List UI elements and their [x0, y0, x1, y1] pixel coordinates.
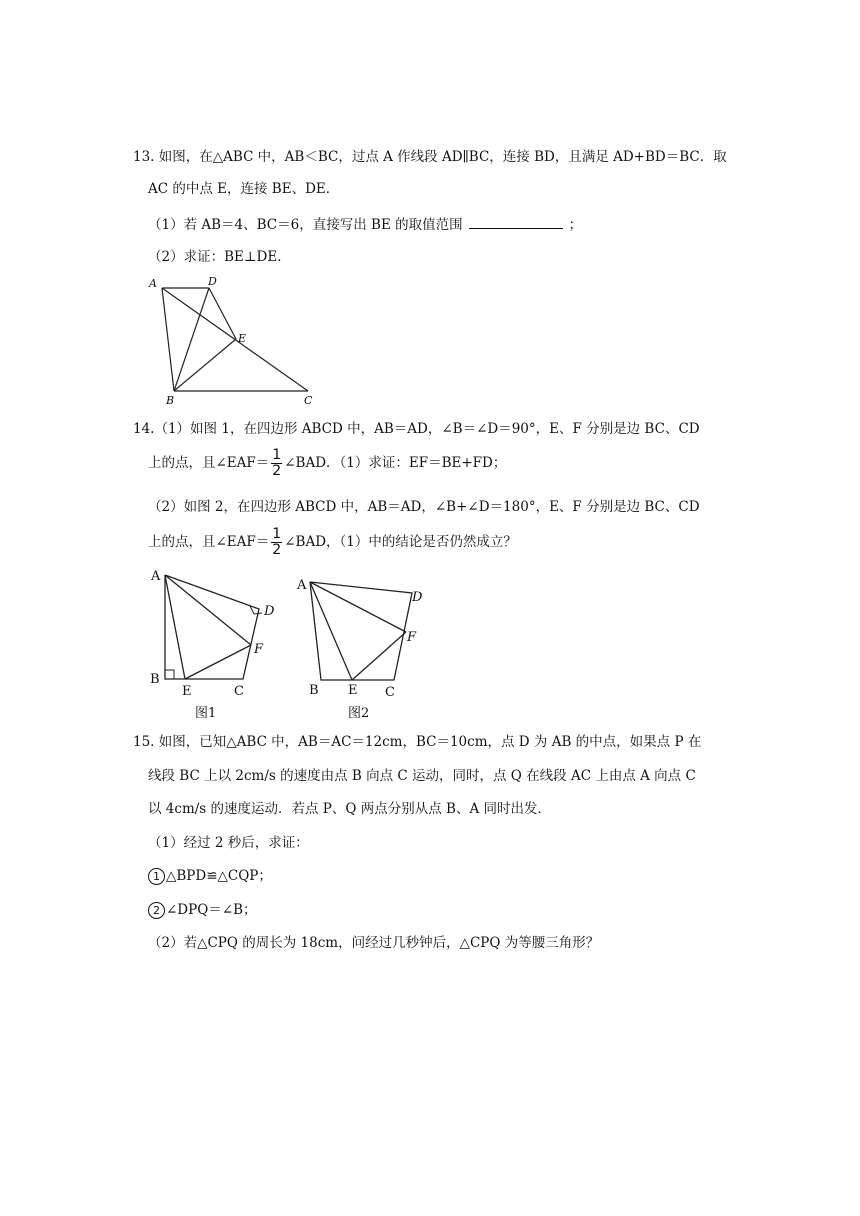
- q14-figure-2: [290, 570, 440, 725]
- q13-line-2: AC 的中点 E，连接 BE、DE．: [148, 181, 340, 197]
- fig1-label-b: B: [150, 672, 160, 687]
- q14-line-2: [148, 448, 506, 479]
- q13-part1-text: （1）若 AB＝4、BC＝6，直接写出 BE 的取值范围: [148, 217, 463, 233]
- circled-number-2: 2: [148, 902, 165, 919]
- q14-line-4: [148, 527, 517, 558]
- q14-line-4-a: 上的点，且∠EAF＝: [148, 534, 270, 550]
- circled-number-1: 1: [148, 868, 165, 885]
- fig1-label-a: A: [151, 569, 161, 584]
- fig1-label-d: D: [264, 604, 275, 619]
- answer-blank[interactable]: [469, 216, 563, 229]
- q13-line-1: 13. 如图，在△ABC 中，AB＜BC，过点 A 作线段 AD∥BC，连接 BD，且满足 AD+BD＝BC．取: [133, 149, 727, 165]
- fraction-half: [271, 448, 282, 479]
- q14-line-1: 14.（1）如图 1，在四边形 ABCD 中，AB＝AD，∠B＝∠D＝90°，E、F 分别是边 BC、CD: [133, 421, 700, 437]
- fig13-label-b: B: [166, 394, 175, 407]
- fig2-caption: 图2: [348, 706, 370, 721]
- fig2-label-d: D: [412, 590, 423, 605]
- fraction-half: [271, 527, 282, 558]
- fig1-label-f: F: [254, 642, 264, 657]
- q14-line-2-b: ∠BAD．（1）求证：EF＝BE+FD；: [284, 455, 507, 471]
- q15-line-7: （2）若△CPQ 的周长为 18cm，问经过几秒钟后，△CPQ 为等腰三角形？: [148, 935, 600, 951]
- fig13-label-d: D: [208, 275, 217, 288]
- q15-line-4: （1）经过 2 秒后，求证：: [148, 835, 309, 851]
- fig13-label-a: A: [149, 277, 157, 290]
- fig1-label-e: E: [182, 684, 192, 699]
- q15-line-2: 线段 BC 上以 2cm/s 的速度由点 B 向点 C 运动，同时，点 Q 在线段 AC 上由点 A 向点 C: [148, 768, 696, 784]
- fraction-denominator: 2: [272, 542, 282, 558]
- q14-line-4-b: ∠BAD，（1）中的结论是否仍然成立？: [284, 534, 517, 550]
- fraction-numerator: 1: [272, 526, 282, 542]
- fig1-caption: 图1: [195, 706, 217, 721]
- fraction-denominator: 2: [272, 463, 282, 479]
- fig2-label-f: F: [407, 630, 417, 645]
- fig13-label-e: E: [238, 332, 247, 345]
- fig2-label-c: C: [385, 685, 395, 700]
- q13-line-4: （2）求证：BE⊥DE．: [148, 249, 291, 265]
- q14-line-2-a: 上的点，且∠EAF＝: [148, 455, 270, 471]
- q15-line-6: [148, 901, 257, 919]
- q14-line-3: （2）如图 2，在四边形 ABCD 中，AB＝AD，∠B+∠D＝180°，E、F 分别是边 BC、CD: [148, 499, 700, 515]
- fig2-label-a: A: [297, 578, 307, 593]
- fig1-label-c: C: [234, 684, 244, 699]
- q13-figure: [140, 272, 330, 407]
- q13-part1-end: ；: [568, 217, 583, 233]
- q15-line-1: 15. 如图，已知△ABC 中，AB＝AC＝12cm，BC＝10cm，点 D 为 AB 的中点，如果点 P 在: [133, 734, 702, 750]
- q13-line-3: [148, 216, 582, 234]
- fig2-label-b: B: [309, 683, 319, 698]
- q15-line-6-text: ∠DPQ＝∠B；: [166, 902, 257, 918]
- q14-figure-1: [145, 565, 280, 725]
- q15-line-3: 以 4cm/s 的速度运动．若点 P、Q 两点分别从点 B、A 同时出发．: [148, 801, 551, 817]
- q15-line-5: [148, 867, 272, 885]
- fig2-label-e: E: [348, 683, 358, 698]
- q15-line-5-text: △BPD≌△CQP；: [166, 868, 272, 884]
- fig13-label-c: C: [304, 394, 313, 407]
- fraction-numerator: 1: [272, 447, 282, 463]
